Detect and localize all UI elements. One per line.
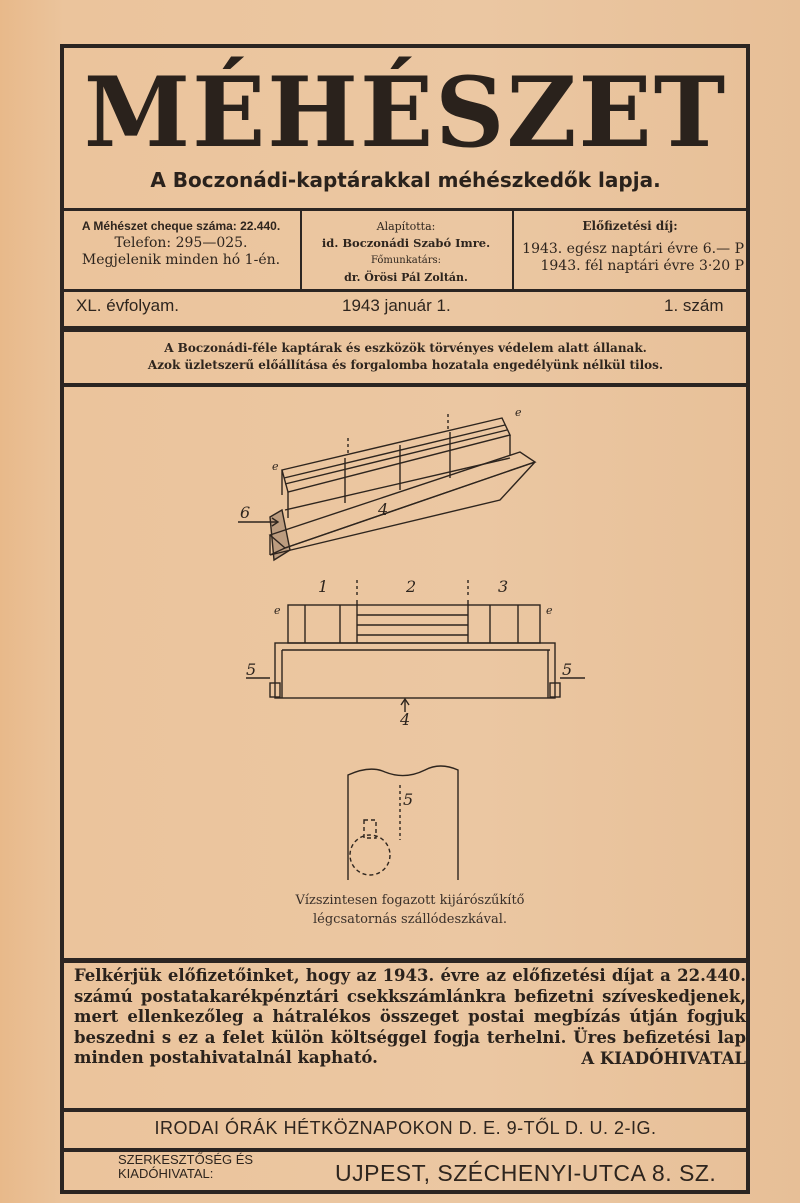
info-right <box>514 218 746 275</box>
figure-label-5: 5 <box>246 660 257 679</box>
masthead-title: MÉHÉSZET <box>83 56 728 169</box>
legal-notice-line-1: A Boczonádi-féle kaptárak és eszközök törvényes védelem alatt állanak. <box>164 341 647 355</box>
office-hours: IRODAI ÓRÁK HÉTKÖZNAPOKON D. E. 9-TŐL D. U. 2-IG. <box>154 1118 657 1138</box>
subscription-half-year: 1943. fél naptári évre 3·20 P <box>540 258 744 274</box>
figure-label-e: e <box>272 460 279 473</box>
address-label-line-1: SZERKESZTŐSÉG ÉS <box>118 1152 254 1167</box>
publication-frequency: Megjelenik minden hó 1-én. <box>81 252 281 268</box>
masthead-subtitle: A Boczonádi-kaptárakkal méhészkedők lapja. <box>150 168 661 192</box>
divider <box>64 1108 747 1112</box>
address-label-line-2: KIADÓHIVATAL: <box>118 1166 214 1181</box>
cheque-number: A Méhészet cheque száma: 22.440. <box>81 219 281 233</box>
divider <box>64 383 747 387</box>
figure-label-e: e <box>515 406 522 419</box>
founded-label: Alapította: <box>376 220 436 233</box>
coeditor-label: Főmunkatárs: <box>370 255 442 266</box>
figure-caption-line-2: légcsatornás szállódeszkával. <box>312 912 508 927</box>
divider <box>64 958 747 963</box>
address-label <box>118 1153 253 1181</box>
phone-number: Telefon: 295—025. <box>114 235 248 251</box>
figure-label-5: 5 <box>562 660 573 679</box>
figure-label-4: 4 <box>378 500 389 519</box>
founder-name: id. Boczonádi Szabó Imre. <box>321 236 491 250</box>
volume: XL. évfolyam. <box>76 296 179 315</box>
entrance-reducer-detail <box>348 766 458 880</box>
divider <box>64 326 747 332</box>
info-center <box>302 218 510 286</box>
figure-label-3: 3 <box>498 577 509 596</box>
info-left <box>66 218 296 269</box>
figure-label-6: 6 <box>240 503 251 522</box>
divider <box>64 289 747 292</box>
figure-label-e: e <box>274 604 281 617</box>
legal-notice-line-2: Azok üzletszerű előállítása és forgalomba hozatala engedélyünk nélkül tilos. <box>147 358 664 372</box>
coeditor-name: dr. Örösi Pál Zoltán. <box>344 271 468 284</box>
figure-label-1: 1 <box>318 577 329 596</box>
hive-perspective-view <box>238 414 535 560</box>
figure-label-e: e <box>546 604 553 617</box>
subscription-full-year: 1943. egész naptári évre 6.— P <box>522 241 744 257</box>
hive-front-view <box>246 580 585 712</box>
publisher-signature: A KIADÓHIVATAL <box>581 1048 746 1068</box>
divider <box>64 208 747 211</box>
subscription-heading: Előfizetési díj: <box>582 219 678 233</box>
figure-label-5: 5 <box>403 790 414 809</box>
figure-caption-line-1: Vízszintesen fogazott kijárószűkítő <box>295 893 525 908</box>
figure-label-4: 4 <box>400 710 411 729</box>
hive-technical-drawing <box>200 400 620 880</box>
issue-number: 1. szám <box>664 296 724 315</box>
appeal-text: Felkérjük előfizetőinket, hogy az 1943. évre az előfizetési díjat a 22.440. számú postatakarékpénztári csekkszámlánkra befizetni szíveskedjenek, mert ellenkezőleg a hátralékos összeget postai megbízás útján fogjuk beszedni s ez a felet külön költséggel fogja terhelni. Üres befizetési lap minden postahivatalnál kapható. <box>74 966 746 1067</box>
subscription-appeal <box>74 966 746 1069</box>
publisher-address: UJPEST, SZÉCHENYI-UTCA 8. SZ. <box>335 1160 717 1186</box>
figure-label-2: 2 <box>406 577 417 596</box>
issue-date: 1943 január 1. <box>342 296 451 315</box>
